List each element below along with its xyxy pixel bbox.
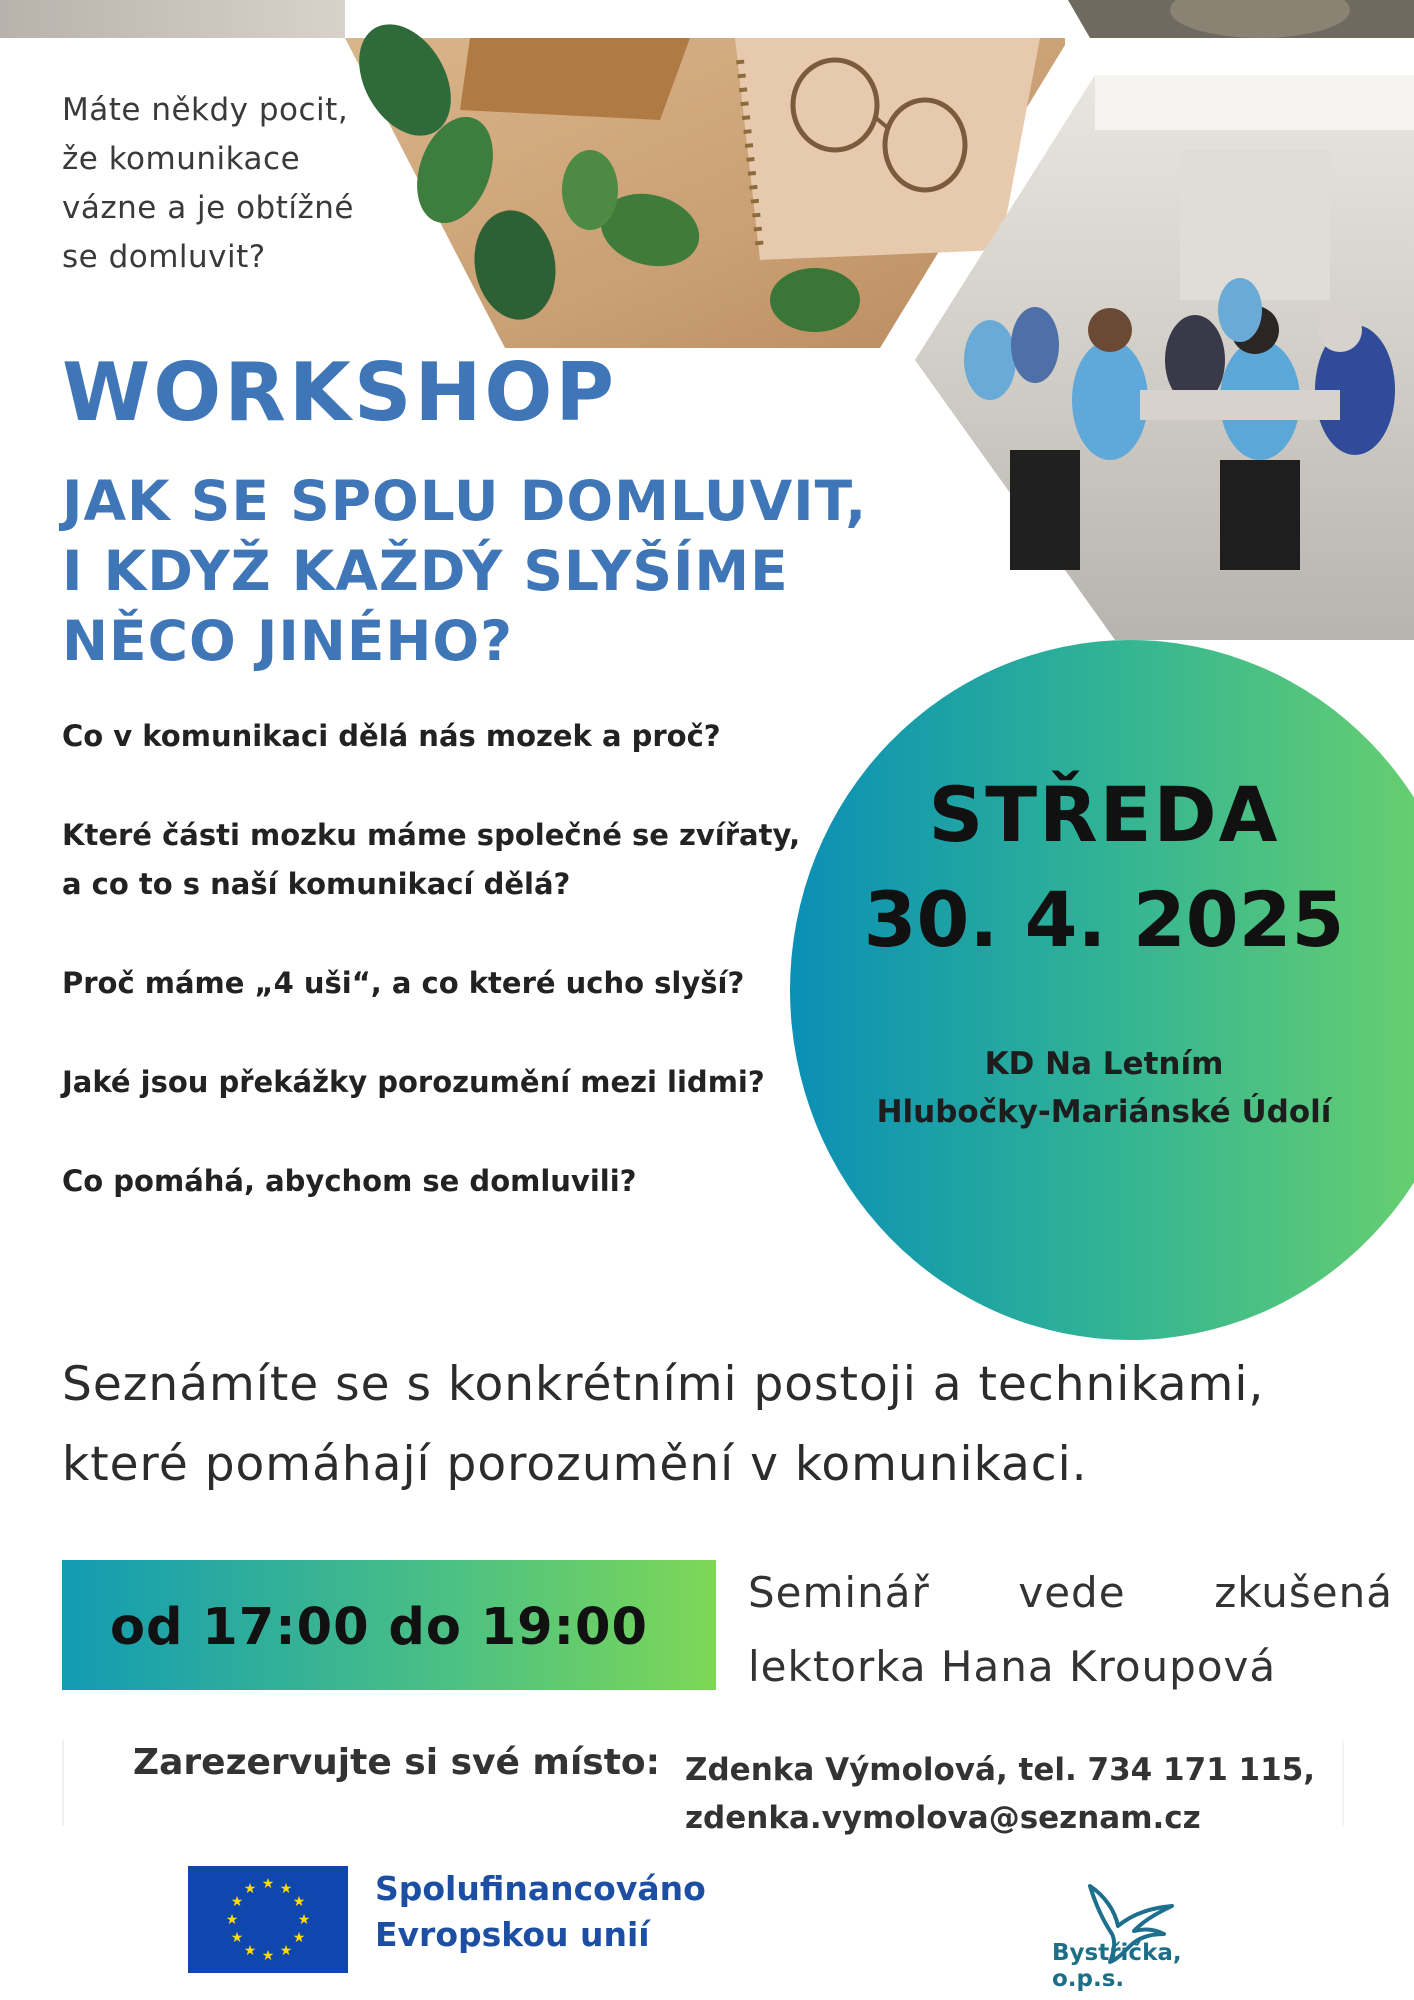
question-list: [62, 712, 802, 1256]
event-time: od 17:00 do 19:00: [110, 1598, 649, 1657]
svg-text:★: ★: [230, 1930, 244, 1946]
eu-line: Spolufinancováno: [375, 1869, 706, 1908]
reservation-contact: [685, 1746, 1315, 1842]
time-box: [62, 1560, 716, 1690]
subtitle-line: NĚCO JINÉHO?: [62, 609, 514, 673]
eu-line: Evropskou unií: [375, 1915, 650, 1954]
svg-text:★: ★: [261, 1876, 275, 1892]
svg-text:★: ★: [292, 1894, 306, 1910]
svg-text:★: ★: [230, 1894, 244, 1910]
contact-email[interactable]: zdenka.vymolova@seznam.cz: [685, 1800, 1201, 1836]
intro-line: že komunikace: [62, 141, 301, 177]
workshop-subtitle: [62, 466, 962, 676]
question-item: Jaké jsou překážky porozumění mezi lidmi?: [62, 1065, 765, 1099]
svg-text:★: ★: [243, 1881, 257, 1897]
question-item: Co v komunikaci dělá nás mozek a proč?: [62, 719, 721, 753]
intro-text: [62, 86, 382, 282]
svg-text:★: ★: [297, 1912, 311, 1928]
stone-strip-right: [1068, 0, 1414, 38]
svg-text:★: ★: [279, 1881, 293, 1897]
eu-cofunded-text: [375, 1866, 706, 1958]
organization-name: Bystřička, o.p.s.: [1052, 1940, 1182, 1992]
lead-line: které pomáhají porozumění v komunikaci.: [62, 1437, 1088, 1492]
event-date: 30. 4. 2025: [863, 875, 1345, 964]
event-place-line: KD Na Letním: [984, 1046, 1224, 1082]
svg-text:★: ★: [225, 1912, 239, 1928]
event-place: [790, 1040, 1414, 1136]
intro-line: vázne a je obtížné: [62, 190, 354, 226]
lecturer-line: lektorka Hana Kroupová: [748, 1642, 1277, 1691]
lecturer-info: [748, 1556, 1393, 1704]
subtitle-line: JAK SE SPOLU DOMLUVIT,: [62, 469, 868, 533]
event-place-line: Hlubočky-Mariánské Údolí: [876, 1094, 1332, 1130]
stone-strip-left: [0, 0, 345, 38]
svg-text:★: ★: [261, 1948, 275, 1964]
eu-flag-icon: [188, 1866, 348, 1973]
workshop-title: WORKSHOP: [62, 346, 618, 439]
svg-text:★: ★: [292, 1930, 306, 1946]
event-weekday: STŘEDA: [928, 770, 1280, 859]
question-item: Které části mozku máme společné se zvířaty, a co to s naší komunikací dělá?: [62, 818, 801, 901]
lead-line: Seznámíte se s konkrétními postoji a technikami,: [62, 1357, 1265, 1412]
reservation-label: Zarezervujte si své místo:: [133, 1742, 661, 1783]
question-item: Proč máme „4 uši“, a co které ucho slyší?: [62, 966, 745, 1000]
intro-line: Máte někdy pocit,: [62, 92, 349, 128]
svg-text:★: ★: [243, 1943, 257, 1959]
contact-phone: Zdenka Výmolová, tel. 734 171 115,: [685, 1752, 1316, 1788]
question-item: Co pomáhá, abychom se domluvili?: [62, 1164, 637, 1198]
svg-text:★: ★: [279, 1943, 293, 1959]
intro-line: se domluvit?: [62, 239, 266, 275]
date-circle: [790, 640, 1414, 1340]
lecturer-line: Seminář vede zkušená: [748, 1568, 1393, 1617]
subtitle-line: I KDYŽ KAŽDÝ SLYŠÍME: [62, 539, 789, 603]
lead-paragraph: [62, 1345, 1382, 1505]
